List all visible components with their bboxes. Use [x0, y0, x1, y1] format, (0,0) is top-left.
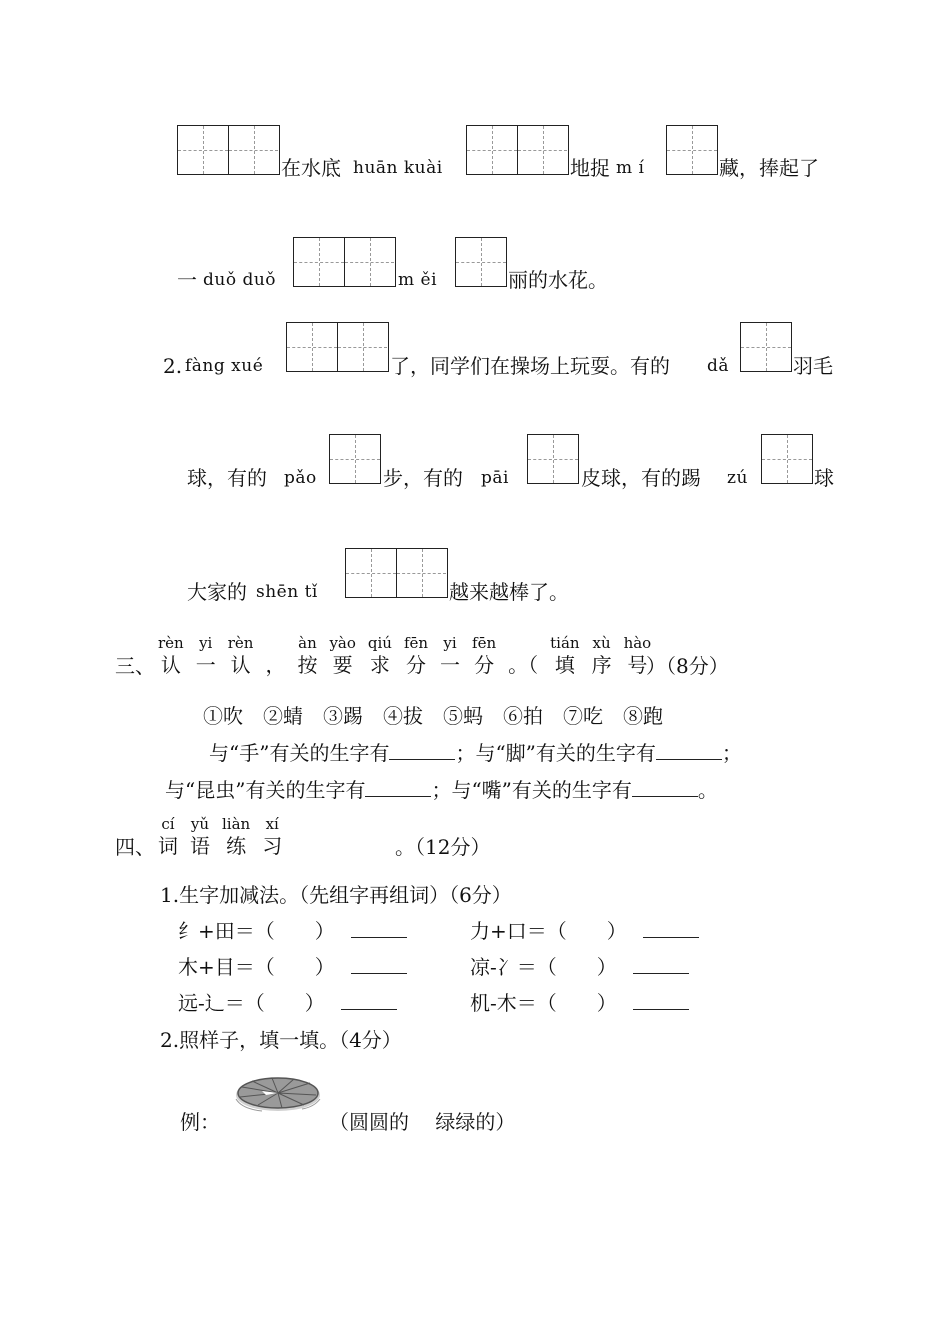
equation: [178, 991, 397, 1015]
pinyin: duǒ duǒ: [203, 270, 277, 290]
ruby-char: [262, 815, 282, 859]
equation: [470, 991, 689, 1015]
pinyin: àn: [298, 634, 317, 652]
pinyin: yào: [329, 634, 356, 652]
character: 序: [591, 653, 612, 677]
character: 一: [440, 653, 461, 677]
answer-blank[interactable]: [633, 991, 689, 1010]
pinyin: huān kuài: [353, 158, 443, 178]
ruby-char: [404, 634, 428, 678]
text: 羽毛: [793, 354, 833, 378]
ruby-char: [158, 634, 184, 678]
question-title: 1.生字加减法。（先组字再组词）（6分）: [160, 883, 512, 907]
pinyin: m í: [616, 158, 645, 178]
answer-blank[interactable]: [643, 919, 699, 938]
pinyin: dǎ: [707, 356, 730, 376]
answer-grid-4[interactable]: [286, 322, 389, 372]
answer-grid-2[interactable]: [455, 237, 507, 287]
answer-grid-4[interactable]: [345, 548, 448, 598]
pinyin: shēn tǐ: [256, 582, 318, 602]
answer-blank[interactable]: [389, 741, 455, 760]
character: 认: [160, 653, 181, 677]
pinyin: [521, 634, 526, 652]
text: ；与“嘴”有关的生字有: [431, 778, 632, 802]
ruby-char: [196, 634, 216, 678]
text: 球: [814, 466, 834, 490]
character: ，: [265, 653, 286, 677]
text: 与“昆虫”有关的生字有: [165, 778, 366, 802]
pinyin: rèn: [227, 634, 254, 652]
text: 皮球，有的踢: [581, 466, 701, 490]
pinyin: xù: [592, 634, 611, 652]
text: 。: [697, 778, 718, 802]
character: 认: [230, 653, 251, 677]
answer-grid-2[interactable]: [527, 434, 579, 484]
pinyin: fēn: [403, 634, 429, 652]
pinyin: pāi: [481, 468, 509, 488]
score-label: 。（12分）: [395, 835, 491, 859]
equation-text: 机-木＝（ ）: [470, 991, 617, 1015]
fill-line-2: [165, 778, 718, 802]
section-number: 三、: [115, 654, 155, 678]
character: 要: [332, 653, 353, 677]
pinyin: tián: [550, 634, 580, 652]
answer-blank[interactable]: [633, 955, 689, 974]
equation-text: 力+口＝（ ）: [470, 919, 627, 943]
section-heading: [158, 634, 663, 678]
answer-grid-4[interactable]: [293, 237, 396, 287]
text: 球，有的: [187, 466, 267, 490]
pinyin: m ěi: [398, 270, 438, 290]
character: 。（: [508, 653, 539, 677]
text: 越来越棒了。: [449, 580, 569, 604]
equation-text: 木+目＝（ ）: [178, 955, 335, 979]
lotus-leaf-image: [232, 1073, 324, 1115]
pinyin: fēn: [472, 634, 497, 652]
ruby-char: [265, 634, 285, 678]
answer-blank[interactable]: [351, 955, 407, 974]
ruby-char: [550, 634, 579, 678]
section-heading: [158, 815, 294, 859]
character: 一: [195, 653, 216, 677]
equation: [470, 919, 699, 943]
ruby-char: [297, 634, 317, 678]
character: 习: [262, 834, 283, 858]
example-label: 例：: [180, 1110, 220, 1134]
text: 了，同学们在操场上玩耍。有的: [390, 354, 670, 378]
ruby-char: [158, 815, 178, 859]
pinyin: pǎo: [284, 468, 317, 488]
text: ；与“脚”有关的生字有: [455, 741, 656, 765]
answer-grid-2[interactable]: [666, 125, 718, 175]
answer-blank[interactable]: [351, 919, 407, 938]
character: 按: [297, 653, 318, 677]
character: 分: [406, 653, 426, 677]
ruby-char: [508, 634, 538, 678]
pinyin: xí: [265, 815, 279, 833]
pinyin: liàn: [222, 815, 251, 833]
text: 步，有的: [383, 466, 463, 490]
text: 藏，捧起了: [719, 156, 819, 180]
ruby-char: [592, 634, 612, 678]
pinyin: rèn: [158, 634, 184, 652]
equation: [178, 955, 407, 979]
text: 与“手”有关的生字有: [209, 741, 390, 765]
ruby-char: [329, 634, 355, 678]
answer-grid-2[interactable]: [329, 434, 381, 484]
answer-grid-4[interactable]: [177, 125, 280, 175]
text: ；: [721, 741, 742, 765]
score-label: ）（8分）: [646, 654, 729, 678]
question-number: 2.: [163, 354, 183, 378]
text: 在水底: [281, 156, 341, 180]
equation: [470, 955, 689, 979]
pinyin: zú: [727, 468, 748, 488]
question-title: 2.照样子，填一填。（4分）: [160, 1028, 402, 1052]
pinyin: qiú: [367, 634, 392, 652]
fill-line-1: [209, 741, 742, 765]
pinyin: yǔ: [190, 815, 210, 833]
answer-blank[interactable]: [341, 991, 397, 1010]
character: 练: [226, 834, 247, 858]
equation-text: 纟+田＝（ ）: [178, 919, 335, 943]
answer-grid-4[interactable]: [466, 125, 569, 175]
character: 求: [369, 653, 390, 677]
ruby-char: [368, 634, 392, 678]
pinyin: fàng xué: [185, 356, 264, 376]
pinyin: [273, 634, 278, 652]
ruby-char: [228, 634, 254, 678]
text: 丽的水花。: [508, 268, 608, 292]
pinyin: yi: [199, 634, 213, 652]
ruby-char: [440, 634, 460, 678]
ruby-char: [472, 634, 496, 678]
answer-blank[interactable]: [632, 778, 698, 797]
text: 地捉: [570, 156, 610, 180]
ruby-char: [190, 815, 210, 859]
section-number: 四、: [115, 835, 155, 859]
character-options: ①吹 ②蜻 ③踢 ④拔 ⑤蚂 ⑥拍 ⑦吃 ⑧跑: [203, 704, 663, 728]
answer-grid-2[interactable]: [761, 434, 813, 484]
equation: [178, 919, 407, 943]
text: 大家的: [187, 580, 247, 604]
equation-text: 凉-冫＝（ ）: [470, 955, 617, 979]
pinyin: cí: [161, 815, 175, 833]
equation-text: 远-辶＝（ ）: [178, 991, 325, 1015]
character: 号: [627, 653, 648, 677]
example-text: （圆圆的 绿绿的）: [329, 1110, 516, 1134]
answer-grid-2[interactable]: [740, 322, 792, 372]
character: 词: [158, 834, 178, 858]
character: 填: [554, 653, 575, 677]
pinyin: yi: [443, 634, 457, 652]
answer-blank[interactable]: [365, 778, 431, 797]
text: 一: [177, 268, 197, 292]
character: 分: [474, 653, 495, 677]
character: 语: [190, 834, 210, 858]
answer-blank[interactable]: [656, 741, 722, 760]
ruby-char: [222, 815, 250, 859]
pinyin: hào: [623, 634, 652, 652]
